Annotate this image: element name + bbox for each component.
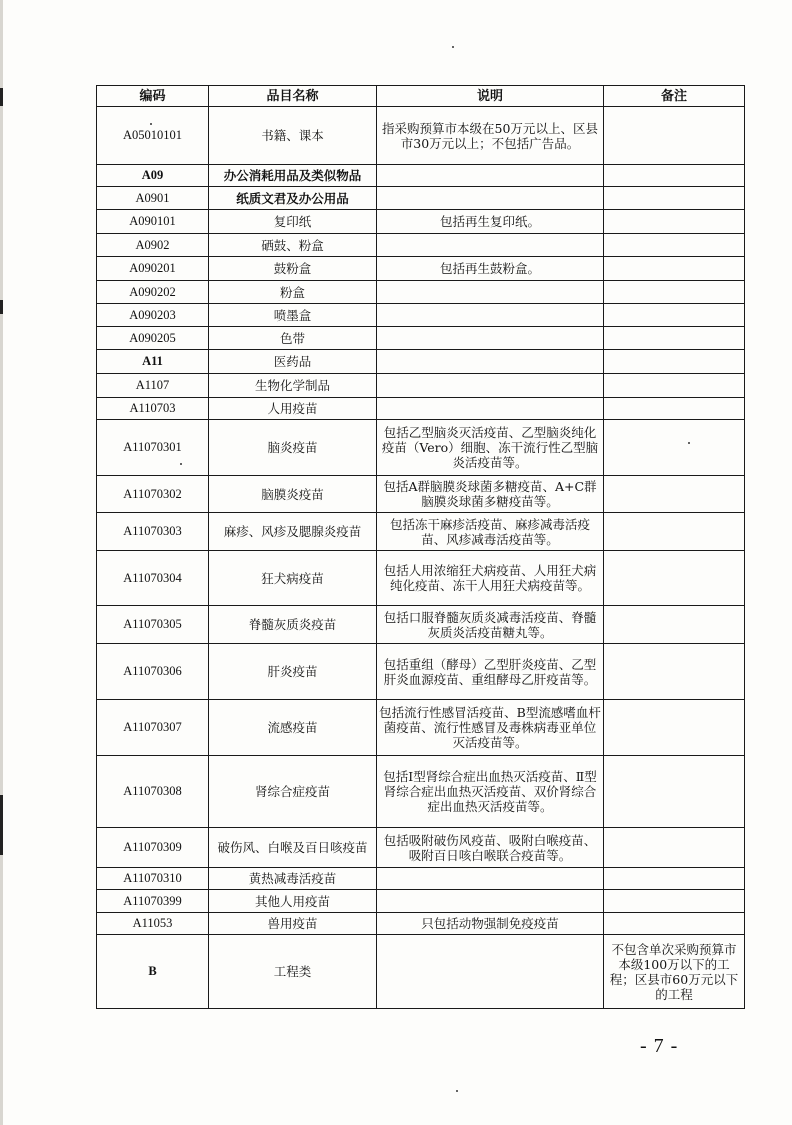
table-row bbox=[97, 756, 745, 828]
cell-code: A11070309 bbox=[97, 828, 209, 868]
table-row bbox=[97, 210, 745, 234]
cell-code: A090203 bbox=[97, 304, 209, 327]
table-row bbox=[97, 913, 745, 935]
table-row bbox=[97, 234, 745, 257]
table-row bbox=[97, 374, 745, 398]
table-row bbox=[97, 935, 745, 1009]
cell-desc: 包括再生复印纸。 bbox=[377, 210, 604, 234]
cell-code: A090201 bbox=[97, 257, 209, 281]
cell-note bbox=[604, 374, 745, 398]
scan-speck bbox=[452, 46, 454, 48]
cell-name: 粉盒 bbox=[209, 281, 377, 304]
cell-note: 不包含单次采购预算市本级100万以下的工程；区县市60万元以下的工程 bbox=[604, 935, 745, 1009]
table-row bbox=[97, 890, 745, 913]
cell-desc bbox=[377, 281, 604, 304]
cell-name: 麻疹、风疹及腮腺炎疫苗 bbox=[209, 513, 377, 551]
cell-name: 书籍、课本 bbox=[209, 107, 377, 165]
cell-desc bbox=[377, 868, 604, 890]
cell-code: A11070302 bbox=[97, 476, 209, 513]
cell-code: A1107 bbox=[97, 374, 209, 398]
cell-desc: 包括流行性感冒活疫苗、B型流感嗜血杆菌疫苗、流行性感冒及毒株病毒亚单位灭活疫苗等。 bbox=[377, 700, 604, 756]
cell-desc: 包括A群脑膜炎球菌多糖疫苗、A+C群脑膜炎球菌多糖疫苗等。 bbox=[377, 476, 604, 513]
cell-name: 喷墨盒 bbox=[209, 304, 377, 327]
cell-code: A110703 bbox=[97, 398, 209, 420]
cell-name: 兽用疫苗 bbox=[209, 913, 377, 935]
cell-code: A11 bbox=[97, 350, 209, 374]
cell-note bbox=[604, 327, 745, 350]
cell-note bbox=[604, 107, 745, 165]
cell-name: 脑膜炎疫苗 bbox=[209, 476, 377, 513]
cell-note bbox=[604, 513, 745, 551]
page-binding-edge bbox=[0, 0, 3, 1125]
table-row bbox=[97, 398, 745, 420]
cell-code: A05010101 bbox=[97, 107, 209, 165]
cell-note bbox=[604, 165, 745, 187]
cell-code: A09 bbox=[97, 165, 209, 187]
cell-code: A11070307 bbox=[97, 700, 209, 756]
table-row bbox=[97, 257, 745, 281]
cell-name: 脑炎疫苗 bbox=[209, 420, 377, 476]
cell-name: 破伤风、白喉及百日咳疫苗 bbox=[209, 828, 377, 868]
table-row bbox=[97, 476, 745, 513]
cell-code: A090101 bbox=[97, 210, 209, 234]
cell-desc: 指采购预算市本级在50万元以上、区县市30万元以上；不包括广告品。 bbox=[377, 107, 604, 165]
cell-note bbox=[604, 304, 745, 327]
cell-name: 复印纸 bbox=[209, 210, 377, 234]
cell-name: 纸质文君及办公用品 bbox=[209, 187, 377, 210]
cell-note bbox=[604, 868, 745, 890]
cell-name: 鼓粉盒 bbox=[209, 257, 377, 281]
cell-desc bbox=[377, 304, 604, 327]
cell-desc bbox=[377, 935, 604, 1009]
cell-desc: 只包括动物强制免疫疫苗 bbox=[377, 913, 604, 935]
table-row bbox=[97, 304, 745, 327]
table-row bbox=[97, 644, 745, 700]
cell-desc bbox=[377, 165, 604, 187]
cell-note bbox=[604, 828, 745, 868]
cell-code: A11070308 bbox=[97, 756, 209, 828]
cell-code: A0901 bbox=[97, 187, 209, 210]
cell-desc bbox=[377, 327, 604, 350]
table-row bbox=[97, 350, 745, 374]
cell-name: 黄热减毒活疫苗 bbox=[209, 868, 377, 890]
cell-note bbox=[604, 281, 745, 304]
table-row bbox=[97, 513, 745, 551]
cell-desc: 包括Ⅰ型肾综合症出血热灭活疫苗、Ⅱ型肾综合症出血热灭活疫苗、双价肾综合症出血热灭活疫苗等。 bbox=[377, 756, 604, 828]
cell-desc: 包括乙型脑炎灭活疫苗、乙型脑炎纯化疫苗（Vero）细胞、冻干流行性乙型脑炎活疫苗等。 bbox=[377, 420, 604, 476]
table-row bbox=[97, 606, 745, 644]
table-row bbox=[97, 187, 745, 210]
header-name: 品目名称 bbox=[209, 86, 377, 107]
cell-desc bbox=[377, 350, 604, 374]
cell-note bbox=[604, 420, 745, 476]
cell-note bbox=[604, 398, 745, 420]
cell-note bbox=[604, 756, 745, 828]
cell-desc: 包括再生鼓粉盒。 bbox=[377, 257, 604, 281]
cell-desc: 包括吸附破伤风疫苗、吸附白喉疫苗、吸附百日咳白喉联合疫苗等。 bbox=[377, 828, 604, 868]
cell-code: A11070306 bbox=[97, 644, 209, 700]
procurement-catalog-table bbox=[96, 85, 745, 1009]
cell-name: 脊髓灰质炎疫苗 bbox=[209, 606, 377, 644]
cell-name: 色带 bbox=[209, 327, 377, 350]
cell-desc bbox=[377, 374, 604, 398]
cell-note bbox=[604, 551, 745, 606]
binding-mark bbox=[0, 795, 3, 855]
cell-code: A090202 bbox=[97, 281, 209, 304]
table-row bbox=[97, 165, 745, 187]
header-desc: 说明 bbox=[377, 86, 604, 107]
cell-code: A0902 bbox=[97, 234, 209, 257]
cell-code: A11070301 bbox=[97, 420, 209, 476]
cell-desc: 包括口服脊髓灰质炎减毒活疫苗、脊髓灰质炎活疫苗糖丸等。 bbox=[377, 606, 604, 644]
scan-speck bbox=[456, 1090, 458, 1092]
cell-name: 办公消耗用品及类似物品 bbox=[209, 165, 377, 187]
page-number: - 7 - bbox=[640, 1035, 679, 1057]
cell-code: A11070399 bbox=[97, 890, 209, 913]
cell-name: 人用疫苗 bbox=[209, 398, 377, 420]
cell-note bbox=[604, 476, 745, 513]
header-code: 编码 bbox=[97, 86, 209, 107]
table-row bbox=[97, 700, 745, 756]
cell-note bbox=[604, 913, 745, 935]
cell-desc: 包括人用浓缩狂犬病疫苗、人用狂犬病纯化疫苗、冻干人用狂犬病疫苗等。 bbox=[377, 551, 604, 606]
table-row bbox=[97, 868, 745, 890]
cell-desc bbox=[377, 187, 604, 210]
cell-code: B bbox=[97, 935, 209, 1009]
cell-name: 工程类 bbox=[209, 935, 377, 1009]
cell-note bbox=[604, 350, 745, 374]
table-row bbox=[97, 828, 745, 868]
cell-note bbox=[604, 210, 745, 234]
table-row bbox=[97, 281, 745, 304]
cell-code: A090205 bbox=[97, 327, 209, 350]
cell-note bbox=[604, 187, 745, 210]
cell-code: A11070303 bbox=[97, 513, 209, 551]
cell-name: 硒鼓、粉盒 bbox=[209, 234, 377, 257]
cell-note bbox=[604, 700, 745, 756]
header-note: 备注 bbox=[604, 86, 745, 107]
table-row bbox=[97, 420, 745, 476]
cell-desc bbox=[377, 398, 604, 420]
cell-desc bbox=[377, 890, 604, 913]
cell-name: 流感疫苗 bbox=[209, 700, 377, 756]
table-header-row bbox=[97, 86, 745, 107]
cell-name: 其他人用疫苗 bbox=[209, 890, 377, 913]
cell-code: A11070304 bbox=[97, 551, 209, 606]
cell-desc: 包括冻干麻疹活疫苗、麻疹减毒活疫苗、风疹减毒活疫苗等。 bbox=[377, 513, 604, 551]
cell-code: A11070305 bbox=[97, 606, 209, 644]
cell-note bbox=[604, 644, 745, 700]
table-row bbox=[97, 107, 745, 165]
table-row bbox=[97, 327, 745, 350]
cell-desc bbox=[377, 234, 604, 257]
cell-code: A11070310 bbox=[97, 868, 209, 890]
cell-desc: 包括重组（酵母）乙型肝炎疫苗、乙型肝炎血源疫苗、重组酵母乙肝疫苗等。 bbox=[377, 644, 604, 700]
cell-name: 医药品 bbox=[209, 350, 377, 374]
cell-note bbox=[604, 890, 745, 913]
cell-name: 生物化学制品 bbox=[209, 374, 377, 398]
cell-note bbox=[604, 234, 745, 257]
cell-code: A11053 bbox=[97, 913, 209, 935]
cell-note bbox=[604, 606, 745, 644]
binding-mark bbox=[0, 300, 3, 314]
cell-name: 肾综合症疫苗 bbox=[209, 756, 377, 828]
cell-name: 肝炎疫苗 bbox=[209, 644, 377, 700]
table-row bbox=[97, 551, 745, 606]
cell-note bbox=[604, 257, 745, 281]
cell-name: 狂犬病疫苗 bbox=[209, 551, 377, 606]
binding-mark bbox=[0, 88, 3, 106]
